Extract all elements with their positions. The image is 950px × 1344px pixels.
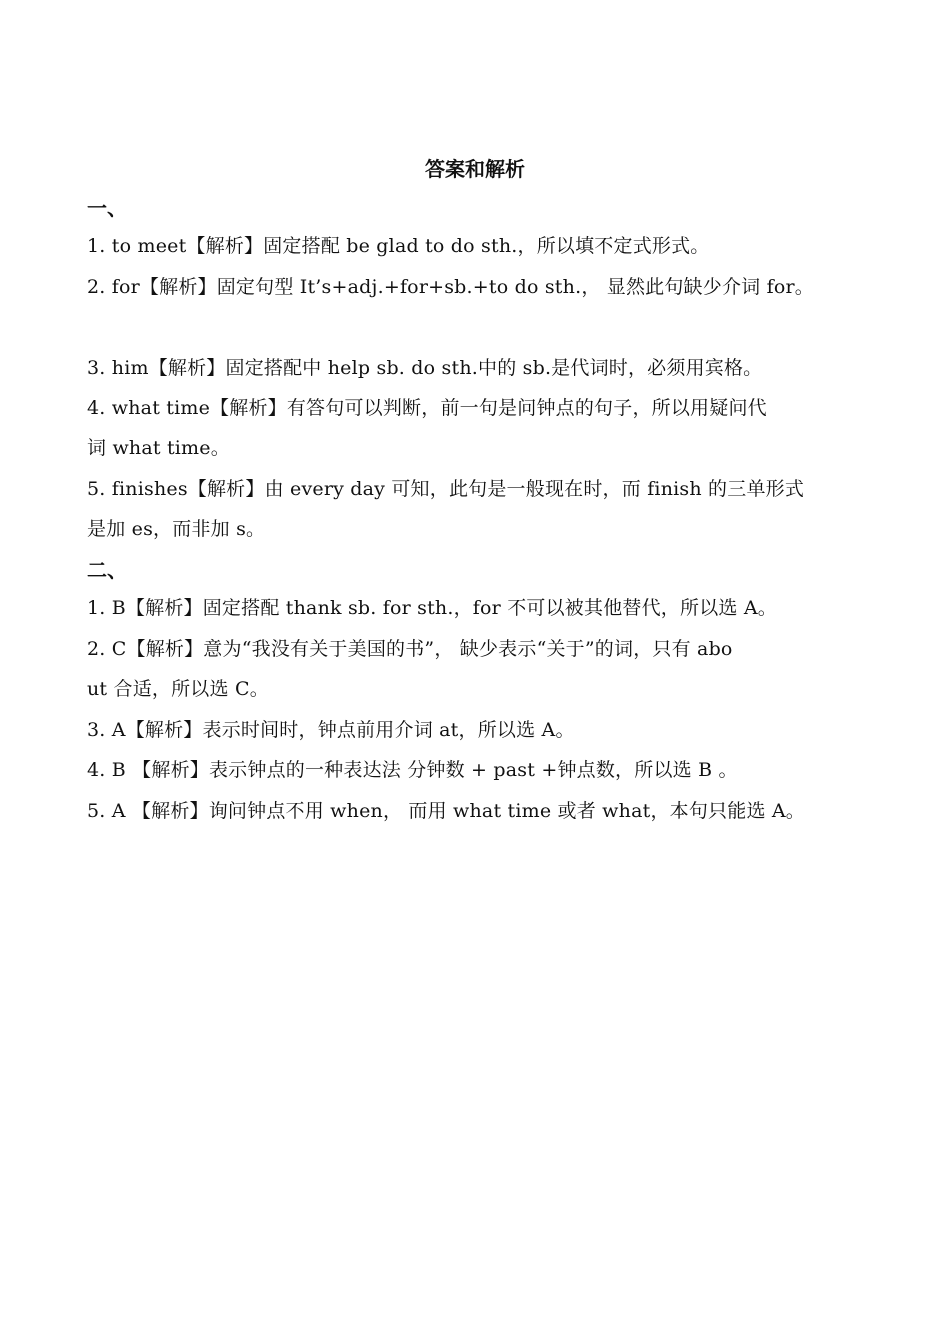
answer-line: 5. finishes【解析】由 every day 可知，此句是一般现在时，而 finish 的三单形式 xyxy=(87,478,805,500)
answer-line: 词 what time。 xyxy=(87,437,230,459)
answer-line: 1. to meet【解析】固定搭配 be glad to do sth.，所以填不定式形式。 xyxy=(87,235,710,257)
answer-line: 4. B 【解析】表示钟点的一种表达法 分钟数 + past +钟点数，所以选 B 。 xyxy=(87,759,738,781)
answer-line: 3. A【解析】表示时间时，钟点前用介词 at，所以选 A。 xyxy=(87,719,575,741)
section-heading-one: 一、 xyxy=(87,196,127,220)
section-heading-two: 二、 xyxy=(87,558,127,582)
answer-line: 5. A 【解析】询问钟点不用 when， 而用 what time 或者 what，本句只能选 A。 xyxy=(87,800,806,822)
answer-line: 4. what time【解析】有答句可以判断，前一句是问钟点的句子，所以用疑问代 xyxy=(87,397,767,419)
page-title: 答案和解析 xyxy=(425,157,525,181)
answer-line: ut 合适，所以选 C。 xyxy=(87,678,269,700)
answer-line: 3. him【解析】固定搭配中 help sb. do sth.中的 sb.是代词时，必须用宾格。 xyxy=(87,357,763,379)
answer-line: 2. C【解析】意为“我没有关于美国的书”， 缺少表示“关于”的词，只有 abo xyxy=(87,638,733,660)
answer-line: 是加 es，而非加 s。 xyxy=(87,518,266,540)
answer-line: 1. B【解析】固定搭配 thank sb. for sth.，for 不可以被其他替代，所以选 A。 xyxy=(87,597,777,619)
answer-line: 2. for【解析】固定句型 It’s+adj.+for+sb.+to do sth.， 显然此句缺少介词 for。 xyxy=(87,276,814,298)
